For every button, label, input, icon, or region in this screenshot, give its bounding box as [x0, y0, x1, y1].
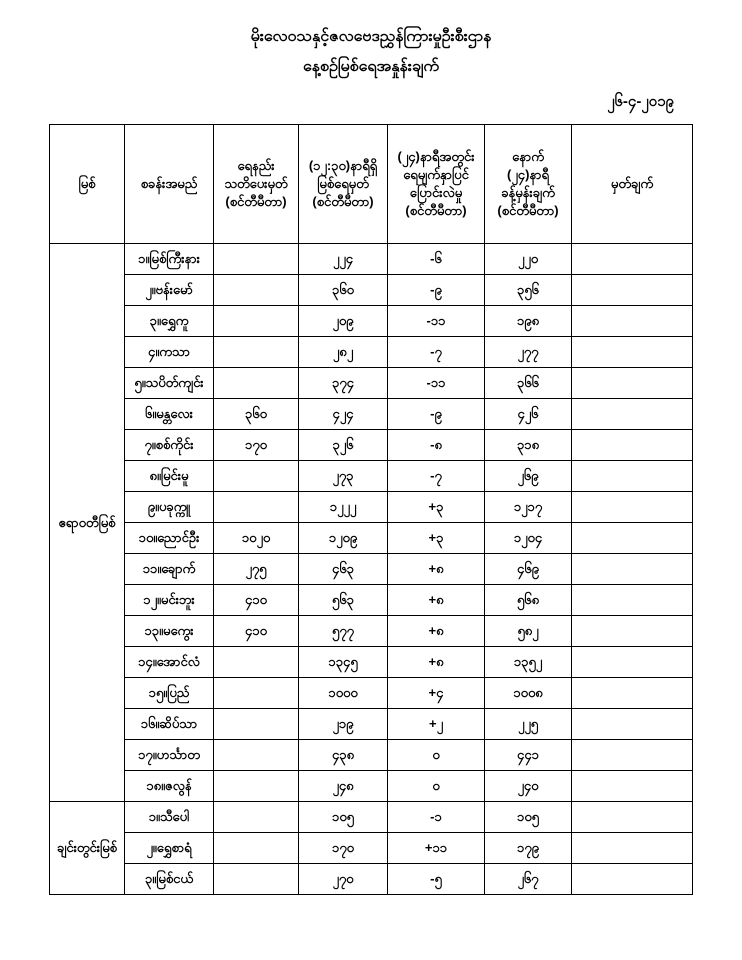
station-name-cell: ၂။ဗန်းမော် [125, 275, 214, 306]
table-body [50, 244, 693, 895]
warning-level-cell [214, 337, 299, 368]
report-date: ၂၆-၄-၂၀၁၉ [607, 93, 674, 110]
station-name-cell: ၁၅။ပြည် [125, 678, 214, 709]
change-24h-line-4: (စင်တီမီတာ) [405, 203, 467, 218]
forecast-24h-cell: ၂၄၀ [485, 771, 572, 802]
change-24h-cell: ၀ [388, 740, 485, 771]
warning-level-cell [214, 368, 299, 399]
water-level-cell: ၁၂၂၂ [299, 492, 388, 523]
water-level-cell: ၅၇၇ [299, 616, 388, 647]
remark-cell [572, 647, 693, 678]
table-row [50, 368, 693, 399]
document-header [0, 0, 742, 82]
water-level-cell: ၂၂၄ [299, 244, 388, 275]
station-name-cell: ၅။သပိတ်ကျင်း [125, 368, 214, 399]
change-24h-cell: ၀ [388, 771, 485, 802]
remark-cell [572, 430, 693, 461]
water-level-cell: ၂၁၉ [299, 709, 388, 740]
warning-level-cell: ၁၀၂၀ [214, 523, 299, 554]
station-name-cell: ၇။စစ်ကိုင်း [125, 430, 214, 461]
table-row [50, 523, 693, 554]
water-level-cell: ၁၃၄၅ [299, 647, 388, 678]
column-header-river: မြစ် [50, 125, 125, 244]
forecast-24h-cell: ၂၆၇ [485, 864, 572, 895]
water-level-cell: ၂၈၂ [299, 337, 388, 368]
table-row [50, 275, 693, 306]
forecast-24h-cell: ၁၀၅ [485, 802, 572, 833]
station-name-cell: ၁၈။ဇလွန် [125, 771, 214, 802]
table-row [50, 244, 693, 275]
water-level-cell: ၁၂၀၉ [299, 523, 388, 554]
warning-level-cell [214, 678, 299, 709]
table-row [50, 802, 693, 833]
water-level-cell: ၁၀၀၀ [299, 678, 388, 709]
station-name-cell: ၁၁။ချောက် [125, 554, 214, 585]
water-level-cell: ၂၇၀ [299, 864, 388, 895]
warning-level-line-3: (စင်တီမီတာ) [225, 194, 287, 209]
warning-level-line-1: ရေနည်း [237, 158, 275, 173]
table-row [50, 430, 693, 461]
change-24h-cell: +၁၁ [388, 833, 485, 864]
title-line-1: မိုးလေဝသနှင့်ဇလဗေဒညွှန်ကြားမှုဦးစီးဌာန [250, 28, 492, 45]
station-name-cell: ၁၂။မင်းဘူး [125, 585, 214, 616]
change-24h-cell: -၇ [388, 461, 485, 492]
forecast-24h-cell: ၂၆၉ [485, 461, 572, 492]
change-24h-cell: +၈ [388, 647, 485, 678]
change-24h-cell: -၁၁ [388, 306, 485, 337]
warning-level-cell [214, 740, 299, 771]
table-row [50, 771, 693, 802]
remark-cell [572, 275, 693, 306]
change-24h-cell: +၈ [388, 616, 485, 647]
remark-cell [572, 709, 693, 740]
change-24h-cell: +၄ [388, 678, 485, 709]
change-24h-cell: +၈ [388, 554, 485, 585]
river-name-cell: ချင်းတွင်းမြစ် [50, 802, 125, 895]
table-row [50, 709, 693, 740]
remark-cell [572, 678, 693, 709]
table-row [50, 337, 693, 368]
forecast-24h-cell: ၄၆၉ [485, 554, 572, 585]
table-row [50, 306, 693, 337]
water-level-cell: ၅၆၃ [299, 585, 388, 616]
water-level-cell: ၁၇၀ [299, 833, 388, 864]
forecast-24h-cell: ၃၅၆ [485, 275, 572, 306]
station-name-cell: ၆။မန္တလေး [125, 399, 214, 430]
water-level-cell: ၃၆၀ [299, 275, 388, 306]
remark-cell [572, 461, 693, 492]
warning-level-cell: ၂၇၅ [214, 554, 299, 585]
warning-level-cell [214, 275, 299, 306]
station-name-cell: ၃။မြစ်ငယ် [125, 864, 214, 895]
station-name-cell: ၂။ရွှေစာရံ [125, 833, 214, 864]
warning-level-cell: ၃၆၀ [214, 399, 299, 430]
table-row [50, 647, 693, 678]
remark-cell [572, 740, 693, 771]
forecast-24h-cell: ၂၇၇ [485, 337, 572, 368]
warning-level-line-2: သတိပေးမှတ် [224, 176, 288, 191]
water-level-cell: ၄၂၄ [299, 399, 388, 430]
station-name-cell: ၁၄။အောင်လံ [125, 647, 214, 678]
column-header-forecast-24h [485, 125, 572, 244]
station-name-cell: ၈။မြင်းမူ [125, 461, 214, 492]
change-24h-cell: -၉ [388, 399, 485, 430]
remark-cell [572, 554, 693, 585]
change-24h-cell: -၇ [388, 337, 485, 368]
column-header-warning-level [214, 125, 299, 244]
station-name-cell: ၁။မြစ်ကြီးနား [125, 244, 214, 275]
remark-cell [572, 802, 693, 833]
warning-level-cell [214, 802, 299, 833]
warning-level-cell [214, 864, 299, 895]
forecast-24h-cell: ၄၄၁ [485, 740, 572, 771]
remark-cell [572, 399, 693, 430]
warning-level-cell [214, 461, 299, 492]
table-row [50, 585, 693, 616]
forecast-24h-cell: ၃၁၈ [485, 430, 572, 461]
forecast-24h-cell: ၅၆၈ [485, 585, 572, 616]
station-name-cell: ၉။ပခုက္ကူ [125, 492, 214, 523]
warning-level-cell [214, 647, 299, 678]
station-name-cell: ၁၀။ညောင်ဦး [125, 523, 214, 554]
forecast-24h-cell: ၁၂၀၄ [485, 523, 572, 554]
water-level-cell: ၃၂၆ [299, 430, 388, 461]
change-24h-line-3: ပြောင်းလဲမှု [409, 185, 463, 200]
remark-cell [572, 833, 693, 864]
water-level-cell: ၄၆၃ [299, 554, 388, 585]
column-header-water-level [299, 125, 388, 244]
table-row [50, 864, 693, 895]
forecast-24h-cell: ၁၂၁၇ [485, 492, 572, 523]
river-water-level-table [49, 124, 693, 895]
change-24h-cell: -၈ [388, 430, 485, 461]
forecast-24h-line-3: ခန့်မှန်းချက် [501, 185, 555, 200]
forecast-24h-cell: ၅၈၂ [485, 616, 572, 647]
column-header-station: စခန်းအမည် [125, 125, 214, 244]
forecast-24h-cell: ၁၀၀၈ [485, 678, 572, 709]
warning-level-cell [214, 306, 299, 337]
station-name-cell: ၁၃။မကွေး [125, 616, 214, 647]
warning-level-cell: ၄၁၀ [214, 585, 299, 616]
remark-cell [572, 585, 693, 616]
river-name-cell: ဧရာဝတီမြစ် [50, 244, 125, 802]
title-line-2: နေ့စဉ်မြစ်ရေအနှုန်းချက် [302, 58, 440, 75]
forecast-24h-cell: ၁၉၈ [485, 306, 572, 337]
water-level-cell: ၁၀၅ [299, 802, 388, 833]
column-header-change-24h [388, 125, 485, 244]
forecast-24h-cell: ၁၇၉ [485, 833, 572, 864]
warning-level-cell [214, 833, 299, 864]
water-level-cell: ၂၇၃ [299, 461, 388, 492]
forecast-24h-line-1: နောက် [512, 149, 544, 164]
remark-cell [572, 771, 693, 802]
station-name-cell: ၁၆။ဆိပ်သာ [125, 709, 214, 740]
water-level-line-1: (၁၂:၃၀)နာရီရှိ [308, 158, 378, 173]
table-header [50, 125, 693, 244]
warning-level-cell [214, 492, 299, 523]
table-row [50, 399, 693, 430]
change-24h-cell: -၆ [388, 244, 485, 275]
change-24h-cell: +၃ [388, 523, 485, 554]
forecast-24h-line-2: (၂၄)နာရီ [507, 167, 549, 182]
water-level-cell: ၄၃၈ [299, 740, 388, 771]
water-level-line-2: မြစ်ရေမှတ် [317, 176, 369, 191]
warning-level-cell [214, 244, 299, 275]
remark-cell [572, 864, 693, 895]
change-24h-cell: -၅ [388, 864, 485, 895]
forecast-24h-cell: ၂၂၅ [485, 709, 572, 740]
station-name-cell: ၁။သီပေါ [125, 802, 214, 833]
forecast-24h-line-4: (စင်တီမီတာ) [497, 203, 559, 218]
remark-cell [572, 368, 693, 399]
water-level-cell: ၂၀၉ [299, 306, 388, 337]
remark-cell [572, 337, 693, 368]
forecast-24h-cell: ၂၂၀ [485, 244, 572, 275]
change-24h-cell: -၁၁ [388, 368, 485, 399]
station-name-cell: ၃။ရွှေကူ [125, 306, 214, 337]
table-row [50, 492, 693, 523]
table-header-row [50, 125, 693, 244]
change-24h-cell: +၂ [388, 709, 485, 740]
warning-level-cell [214, 709, 299, 740]
warning-level-cell: ၁၇၀ [214, 430, 299, 461]
station-name-cell: ၄။ကသာ [125, 337, 214, 368]
remark-cell [572, 306, 693, 337]
change-24h-cell: +၃ [388, 492, 485, 523]
change-24h-line-1: (၂၄)နာရီအတွင်း [397, 149, 475, 164]
table-row [50, 554, 693, 585]
change-24h-line-2: ရေမျက်နှာပြင် [403, 167, 469, 182]
station-name-cell: ၁၇။ဟင်္သာတ [125, 740, 214, 771]
table-row [50, 678, 693, 709]
forecast-24h-cell: ၁၃၅၂ [485, 647, 572, 678]
warning-level-cell [214, 771, 299, 802]
table-row [50, 740, 693, 771]
warning-level-cell: ၄၁၀ [214, 616, 299, 647]
remark-cell [572, 523, 693, 554]
remark-cell [572, 492, 693, 523]
remark-cell [572, 616, 693, 647]
change-24h-cell: -၁ [388, 802, 485, 833]
forecast-24h-cell: ၄၂၆ [485, 399, 572, 430]
forecast-24h-cell: ၃၆၆ [485, 368, 572, 399]
water-level-line-3: (စင်တီမီတာ) [312, 194, 374, 209]
water-level-cell: ၃၇၄ [299, 368, 388, 399]
change-24h-cell: -၉ [388, 275, 485, 306]
column-header-remark: မှတ်ချက် [572, 125, 693, 244]
table-row [50, 833, 693, 864]
change-24h-cell: +၈ [388, 585, 485, 616]
remark-cell [572, 244, 693, 275]
table-row [50, 461, 693, 492]
water-level-cell: ၂၄၈ [299, 771, 388, 802]
table-row [50, 616, 693, 647]
